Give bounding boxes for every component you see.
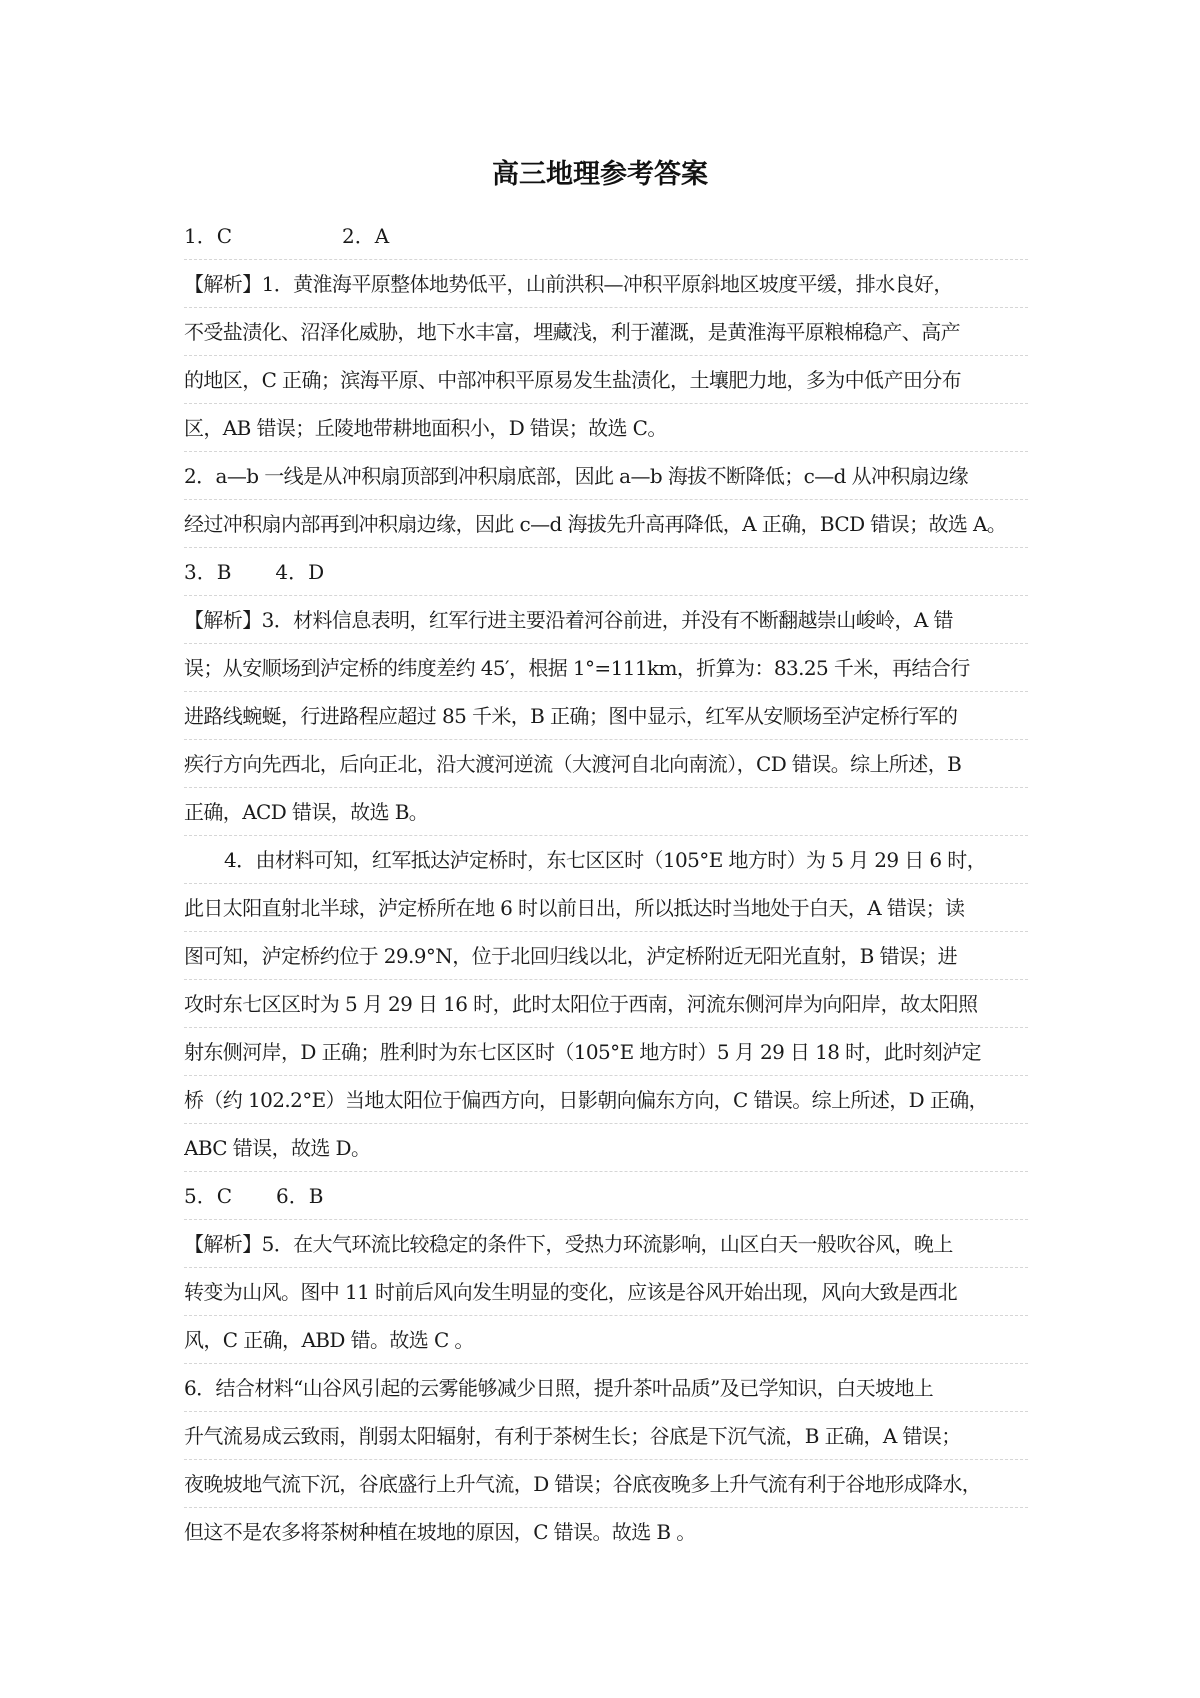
text-line: 桥（约 102.2°E）当地太阳位于偏西方向，日影朝向偏东方向，C 错误。综上所述，D 正确， xyxy=(184,1076,1028,1124)
answer-3: 3．B xyxy=(184,560,232,584)
text-line: 不受盐渍化、沼泽化威胁，地下水丰富，埋藏浅，利于灌溉，是黄淮海平原粮棉稳产、高产 xyxy=(184,308,1028,356)
text-line: 的地区，C 正确；滨海平原、中部冲积平原易发生盐渍化，土壤肥力地，多为中低产田分布 xyxy=(184,356,1028,404)
text-line: 4．由材料可知，红军抵达泸定桥时，东七区区时（105°E 地方时）为 5 月 29 日 6 时， xyxy=(184,836,1028,884)
answer-2: 2．A xyxy=(342,224,390,248)
text-line: 此日太阳直射北半球，泸定桥所在地 6 时以前日出，所以抵达时当地处于白天，A 错误；读 xyxy=(184,884,1028,932)
answer-row-3-4 xyxy=(184,548,1028,596)
text-line: 【解析】5．在大气环流比较稳定的条件下，受热力环流影响，山区白天一般吹谷风，晚上 xyxy=(184,1220,1028,1268)
answer-1: 1．C xyxy=(184,224,233,248)
text-line: 图可知，泸定桥约位于 29.9°N，位于北回归线以北，泸定桥附近无阳光直射，B 错误；进 xyxy=(184,932,1028,980)
text-line: 经过冲积扇内部再到冲积扇边缘，因此 c—d 海拔先升高再降低，A 正确，BCD 错误；故选 A。 xyxy=(184,500,1028,548)
text-line: 6．结合材料“山谷风引起的云雾能够减少日照，提升茶叶品质”及已学知识，白天坡地上 xyxy=(184,1364,1028,1412)
answer-content xyxy=(184,212,1028,1556)
page-title: 高三地理参考答案 xyxy=(492,159,708,190)
answer-6: 6．B xyxy=(276,1184,324,1208)
text-line: 2．a—b 一线是从冲积扇顶部到冲积扇底部，因此 a—b 海拔不断降低；c—d 从冲积扇边缘 xyxy=(184,452,1028,500)
text-line: 进路线蜿蜒，行进路程应超过 85 千米，B 正确；图中显示，红军从安顺场至泸定桥行军的 xyxy=(184,692,1028,740)
text-line: ABC 错误，故选 D。 xyxy=(184,1124,1028,1172)
text-line: 夜晚坡地气流下沉，谷底盛行上升气流，D 错误；谷底夜晚多上升气流有利于谷地形成降水， xyxy=(184,1460,1028,1508)
answer-4: 4．D xyxy=(275,560,325,584)
answer-row-5-6 xyxy=(184,1172,1028,1220)
text-line: 升气流易成云致雨，削弱太阳辐射，有利于茶树生长；谷底是下沉气流，B 正确，A 错误； xyxy=(184,1412,1028,1460)
answer-5: 5．C xyxy=(184,1184,233,1208)
text-line: 【解析】3．材料信息表明，红军行进主要沿着河谷前进，并没有不断翻越崇山峻岭，A 错 xyxy=(184,596,1028,644)
text-line: 正确，ACD 错误，故选 B。 xyxy=(184,788,1028,836)
answer-row-1-2 xyxy=(184,212,1028,260)
text-line: 风，C 正确，ABD 错。故选 C 。 xyxy=(184,1316,1028,1364)
text-line: 疾行方向先西北，后向正北，沿大渡河逆流（大渡河自北向南流），CD 错误。综上所述，B xyxy=(184,740,1028,788)
text-line: 转变为山风。图中 11 时前后风向发生明显的变化，应该是谷风开始出现，风向大致是西北 xyxy=(184,1268,1028,1316)
text-line: 攻时东七区区时为 5 月 29 日 16 时，此时太阳位于西南，河流东侧河岸为向阳岸，故太阳照 xyxy=(184,980,1028,1028)
text-line: 【解析】1．黄淮海平原整体地势低平，山前洪积—冲积平原斜地区坡度平缓，排水良好， xyxy=(184,260,1028,308)
text-line: 但这不是农多将茶树种植在坡地的原因，C 错误。故选 B 。 xyxy=(184,1520,696,1544)
text-line: 区，AB 错误；丘陵地带耕地面积小，D 错误；故选 C。 xyxy=(184,404,1028,452)
text-line: 误；从安顺场到泸定桥的纬度差约 45′，根据 1°=111km，折算为：83.25 千米，再结合行 xyxy=(184,644,1028,692)
text-line: 射东侧河岸，D 正确；胜利时为东七区区时（105°E 地方时）5 月 29 日 18 时，此时刻泸定 xyxy=(184,1028,1028,1076)
